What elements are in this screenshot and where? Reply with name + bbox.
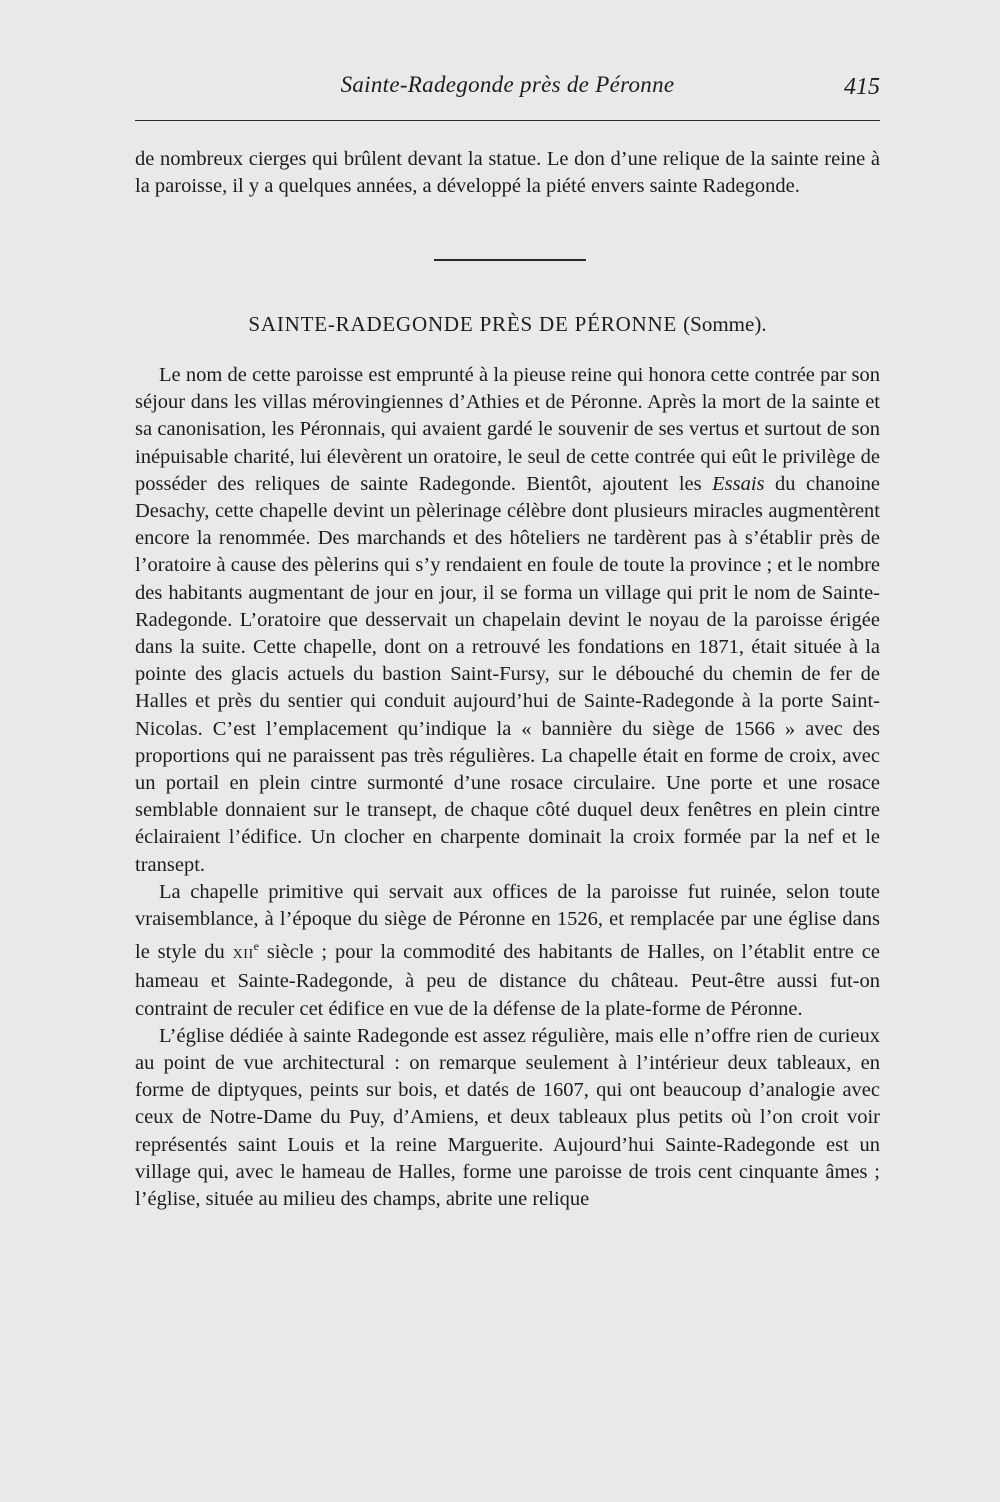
paragraph-3: L’église dédiée à sainte Radegonde est assez régulière, mais elle n’offre rien de curieux au point de vue architectural : on remarque seulement à l’intérieur deux tableaux, en forme de diptyques, peints sur bois, et datés de 1607, qui ont beaucoup d’analogie avec ceux de Notre-Dame du Puy, d’Amiens, et deux tableaux plus petits où l’on croit voir représentés saint Louis et la reine Marguerite. Aujourd’hui Sainte-Radegonde est un village qui, avec le hameau de Halles, forme une paroisse de trois cent cinquante âmes ; l’église, située au milieu des champs, abrite une relique: [135, 1024, 880, 1210]
running-title: Sainte-Radegonde près de Péronne: [340, 72, 675, 97]
paragraph-2: [135, 879, 880, 1023]
continued-paragraph: de nombreux cierges qui brûlent devant la statue. Le don d’une relique de la sainte reine à la paroisse, il y a quelques années, a développé la piété envers sainte Radegonde.: [135, 148, 880, 198]
section-title-note: (Somme).: [683, 312, 767, 336]
paragraph-2-text-a: La chapelle primitive qui servait aux offices de la paroisse fut ruinée, selon toute vraisemblance, à l’époque du siège de Péronne en 1526, et remplacée par une église dans le style du: [135, 880, 880, 964]
section-divider: [434, 259, 586, 261]
paragraph-2-text-b: siècle ; pour la commodité des habitants de Halles, on l’établit entre ce hameau et Sainte-Radegonde, à peu de distance du château. Peut-être aussi fut-on contraint de reculer cet édifice en vue de la défense de la plate-forme de Péronne.: [135, 941, 880, 1020]
paragraph-1-text-a: Le nom de cette paroisse est emprunté à la pieuse reine qui honora cette contrée par son séjour dans les villas mérovingiennes d’Athies et de Péronne. Après la mort de la sainte et sa canonisation, les Péronnais, qui avaient gardé le souvenir de ses vertus et surtout de son inépuisable charité, lui élevèrent un oratoire, le seul de cette contrée qui eût le privilège de posséder des reliques de sainte Radegonde. Bientôt, ajoutent les: [135, 364, 880, 495]
paragraph-1-italic-title: Essais: [712, 472, 765, 495]
page-header: [135, 68, 880, 108]
section-title: SAINTE-RADEGONDE PRÈS DE PÉRONNE: [248, 312, 678, 336]
paragraph-1-text-b: du chanoine Desachy, cette chapelle devint un pèlerinage célèbre dont plusieurs miracles augmentèrent encore la renommée. Des marchands et des hôteliers ne tardèrent pas à s’établir près de l’oratoire à cause des pèlerins qui s’y rendaient en foule de toute la province ; et le nombre des habitants augmentant de jour en jour, il se forma un village qui prit le nom de Sainte-Radegonde. L’oratoire que desservait un chapelain devint le noyau de la paroisse érigée dans la suite. Cette chapelle, dont on a retrouvé les fondations en 1871, était située à la pointe des glacis actuels du bastion Saint-Fursy, sur le débouché du chemin de fer de Halles et près du sentier qui conduit aujourd’hui de Sainte-Radegonde à la porte Saint-Nicolas. C’est l’emplacement qu’indique la « bannière du siège de 1566 » avec des proportions qui ne paraissent pas très régulières. La chapelle était en forme de croix, avec un portail en plein cintre surmonté d’une rosace circulaire. Une porte et une rosace semblable donnaient sur le transept, de chaque côté duquel deux fenêtres en plein cintre éclairaient l’édifice. Un clocher en charpente dominait la croix formée par la nef et le transept.: [135, 472, 880, 876]
section-heading: [135, 312, 880, 337]
page-number: 415: [844, 74, 880, 100]
header-rule: [135, 120, 880, 121]
continued-paragraph-block: [135, 146, 880, 200]
century-superscript: e: [253, 939, 259, 954]
century-numeral: XII: [232, 947, 254, 963]
paragraph-1: [135, 362, 880, 879]
main-text: [135, 362, 880, 1213]
